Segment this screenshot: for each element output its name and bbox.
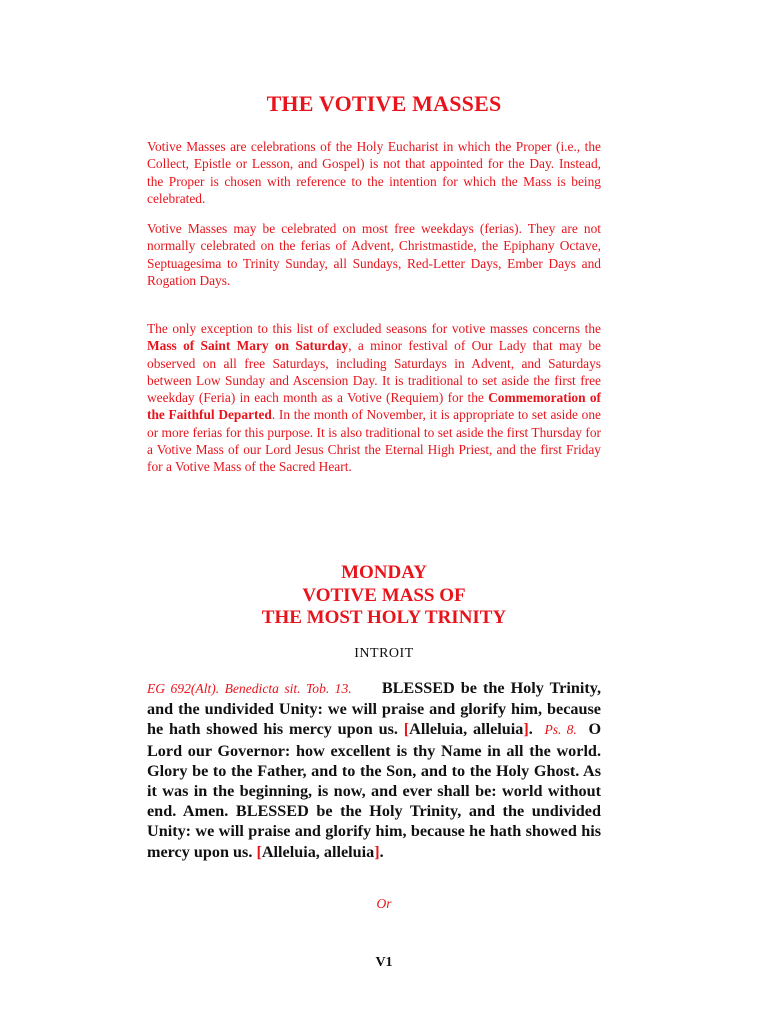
period-2: .	[379, 842, 384, 861]
mass-of-saint-mary-emphasis: Mass of Saint Mary on Saturday	[147, 338, 349, 354]
intro-p3-text-a: The only exception to this list of excluded seasons for votive masses concerns the	[147, 321, 601, 336]
alleluia-2: Alleluia, alleluia	[261, 842, 375, 861]
introit-reference-2: Ps. 8.	[544, 722, 577, 738]
period-1: .	[528, 720, 533, 739]
introit-label: INTROIT	[354, 646, 414, 661]
intro-p3-text-b: , a minor festival of Our Lady that may be observed on all free Saturdays, including Saturdays in Advent, and Saturdays between Low Sunday and Ascension Day. It is traditional to set aside the first free weekday (Feria) in each month as a Votive (Requiem) for the	[147, 338, 601, 406]
introit-antiphon: BLESSED be the Holy Trinity, and the undivided Unity: we will praise and glorify him, because he hath showed his mercy upon us.	[147, 679, 602, 739]
bracket-close-1: ]	[523, 720, 529, 739]
alleluia-1: Alleluia, alleluia	[409, 720, 524, 739]
intro-paragraph-3	[147, 320, 601, 476]
introit-text	[147, 678, 601, 862]
heading-line-trinity: THE MOST HOLY TRINITY	[261, 607, 507, 628]
bracket-close-2: ]	[374, 842, 380, 861]
page-number: V1	[375, 955, 393, 970]
bracket-open-2: [	[256, 842, 262, 861]
intro-p3-text-c: . In the month of November, it is appropriate to set aside one or more ferias for this purpose. It is also traditional to set aside the first Thursday for a Votive Mass of our Lord Jesus Christ the Eternal High Priest, and the first Friday for a Votive Mass of the Sacred Heart.	[147, 407, 601, 475]
page-title: THE VOTIVE MASSES	[266, 91, 502, 116]
introit-psalm: O Lord our Governor: how excellent is thy Name in all the world. Glory be to the Father, and to the Son, and to the Holy Ghost. As it was in the beginning, is now, and ever shall be: world without end. Amen. BLESSED be the Holy Trinity, and the undivided Unity: we will praise and glorify him, because he hath showed his mercy upon us.	[147, 720, 602, 861]
intro-paragraph-2: Votive Masses may be celebrated on most free weekdays (ferias). They are not normally celebrated on the ferias of Advent, Christmastide, the Epiphany Octave, Septuagesima to Trinity Sunday, all Sundays, Red-Letter Days, Ember Days and Rogation Days.	[147, 221, 601, 288]
section-heading	[0, 562, 768, 630]
commemoration-emphasis: Commemoration of the Faithful Departed	[147, 390, 601, 423]
or-rubric: Or	[376, 896, 392, 911]
heading-line-votive: VOTIVE MASS OF	[302, 584, 466, 606]
bracket-open-1: [	[403, 720, 410, 739]
heading-line-day: MONDAY	[341, 562, 427, 583]
intro-paragraph-1: Votive Masses are celebrations of the Holy Eucharist in which the Proper (i.e., the Collect, Epistle or Lesson, and Gospel) is not that appointed for the Day. Instead, the Proper is chosen with reference to the intention for which the Mass is being celebrated.	[147, 139, 601, 206]
introit-reference-1: EG 692(Alt). Benedicta sit. Tob. 13.	[147, 681, 352, 696]
